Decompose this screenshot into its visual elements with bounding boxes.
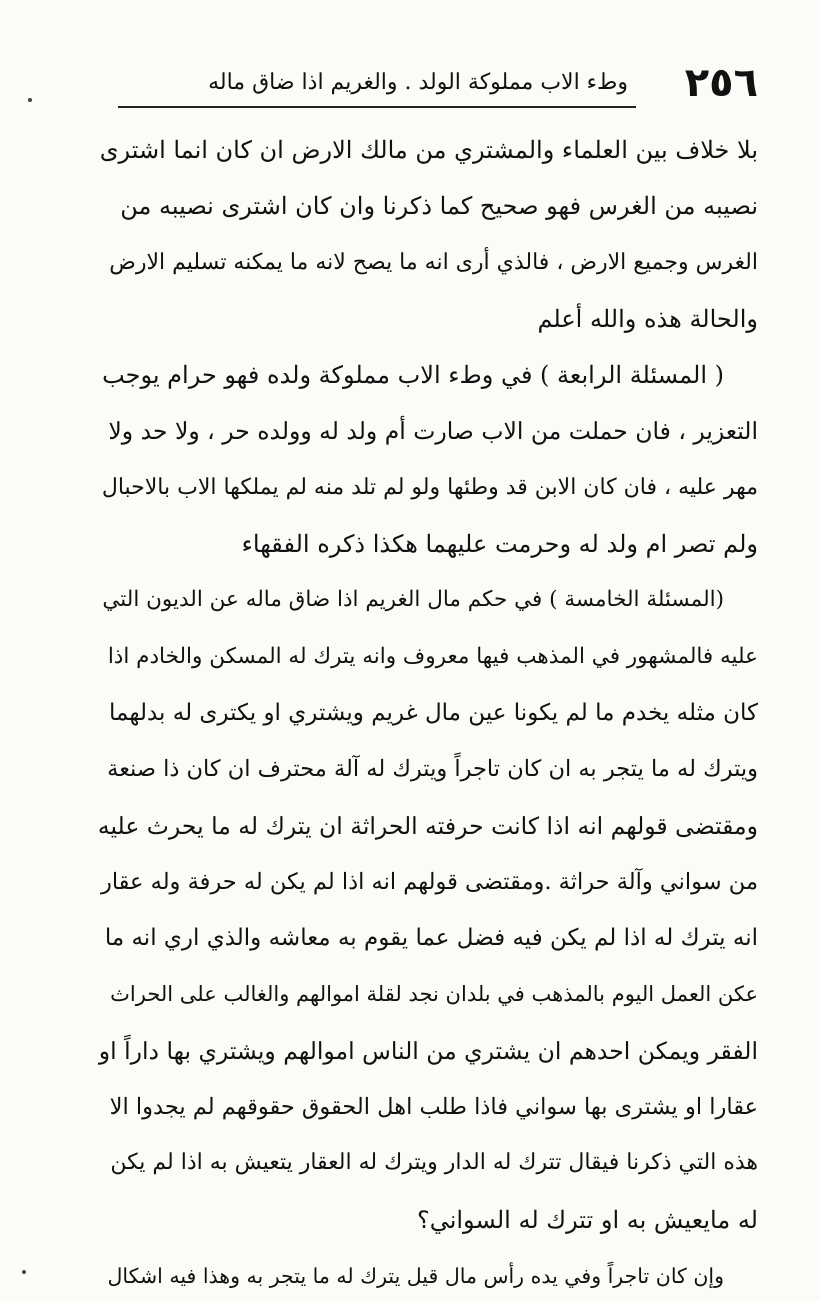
text-line: الفقر ويمكن احدهم ان يشتري من الناس اموالهم ويشتري بها داراً او	[98, 1036, 758, 1065]
text-line: كان مثله يخدم ما لم يكونا عين مال غريم ويشتري او يكترى له بدلهما	[109, 699, 758, 726]
text-line: والحالة هذه والله أعلم	[537, 304, 758, 333]
text-line: ولم تصر ام ولد له وحرمت عليهما هكذا ذكره الفقهاء	[241, 530, 758, 559]
text-line: عقارا او يشترى بها سواني فاذا طلب اهل الحقوق حقوقهم لم يجدوا الا	[109, 1094, 758, 1121]
text-line: من سواني وآلة حراثة .ومقتضى قولهم انه اذا لم يكن له حرفة وله عقار	[100, 868, 758, 895]
text-line: وإن كان تاجراً وفي يده رأس مال قيل يترك له ما يتجر به وهذا فيه اشكال	[107, 1263, 724, 1288]
text-line: هذه التي ذكرنا فيقال تترك له الدار ويترك له العقار يتعيش به اذا لم يكن	[110, 1150, 758, 1176]
page-header	[118, 58, 758, 108]
scan-speck	[28, 98, 32, 102]
text-line: ومقتضى قولهم انه اذا كانت حرفته الحراثة ان يترك له ما يحرث عليه	[98, 811, 758, 840]
text-line: الغرس وجميع الارض ، فالذي أرى انه ما يصح لانه ما يمكنه تسليم الارض	[109, 249, 758, 275]
header-rule	[118, 106, 636, 108]
text-line: التعزير ، فان حملت من الاب صارت أم ولد له وولده حر ، ولا حد ولا	[108, 417, 758, 446]
running-title: وطء الاب مملوكة الولد . والغريم اذا ضاق ماله	[208, 70, 628, 95]
text-line: بلا خلاف بين العلماء والمشتري من مالك الارض ان كان انما اشترى	[99, 136, 758, 164]
text-line: مهر عليه ، فان كان الابن قد وطئها ولو لم تلد منه لم يملكها الاب بالاحبال	[101, 474, 758, 500]
text-line: (المسئلة الخامسة ) في حكم مال الغريم اذا ضاق ماله عن الديون التي	[102, 587, 724, 613]
text-line: ويترك له ما يتجر به ان كان تاجراً ويترك له آلة محترف ان كان ذا صنعة	[107, 756, 758, 783]
text-line: له مايعيش به او تترك له السواني؟	[416, 1205, 758, 1234]
text-line: عكن العمل اليوم بالمذهب في بلدان نجد لقلة اموالهم والغالب على الحراث	[110, 982, 758, 1007]
text-line: ( المسئلة الرابعة ) في وطء الاب مملوكة ولده فهو حرام يوجب	[102, 361, 724, 390]
body-text	[98, 122, 758, 1304]
text-line: انه يترك له اذا لم يكن فيه فضل عما يقوم به معاشه والذي اري انه ما	[104, 925, 758, 952]
page-number: ٢٥٦	[684, 60, 758, 106]
scan-speck	[22, 1270, 26, 1274]
text-line: نصيبه من الغرس فهو صحيح كما ذكرنا وان كان اشترى نصيبه من	[120, 192, 758, 221]
text-line: عليه فالمشهور في المذهب فيها معروف وانه يترك له المسكن والخادم اذا	[107, 643, 758, 669]
